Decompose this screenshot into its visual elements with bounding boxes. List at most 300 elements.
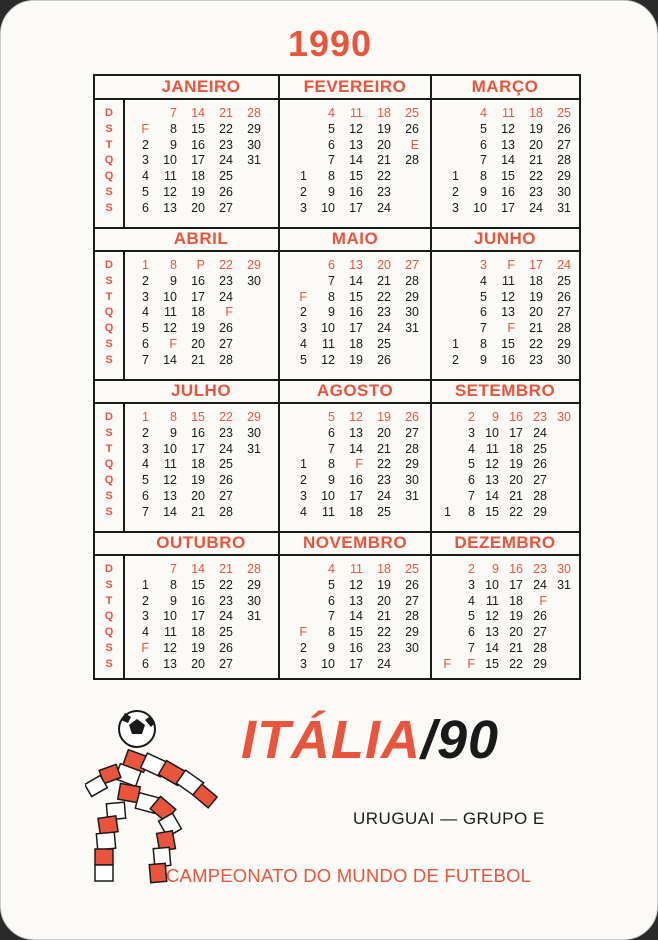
day-cell: 16 bbox=[349, 305, 363, 320]
day-cell: 16 bbox=[509, 410, 523, 424]
day-cell: 5 bbox=[300, 352, 307, 367]
day-cell: 16 bbox=[349, 473, 363, 488]
day-cell: 26 bbox=[557, 289, 571, 304]
day-cell: 12 bbox=[349, 410, 363, 424]
day-cell: 2 bbox=[452, 352, 459, 367]
day-cell: 13 bbox=[163, 656, 177, 671]
day-cell: 17 bbox=[349, 200, 363, 215]
day-cell: 13 bbox=[349, 425, 363, 440]
week-row bbox=[127, 106, 261, 122]
day-cell: 22 bbox=[377, 169, 391, 184]
day-cell: 20 bbox=[377, 425, 391, 440]
day-cell: 9 bbox=[480, 184, 487, 199]
day-cell: 25 bbox=[557, 106, 571, 120]
weekday-letter: D bbox=[105, 411, 113, 423]
day-cell: 15 bbox=[191, 577, 205, 592]
weekday-letter: S bbox=[105, 505, 113, 518]
day-cell: 22 bbox=[529, 169, 543, 184]
day-cell: 17 bbox=[191, 609, 205, 624]
week-row bbox=[127, 201, 261, 217]
month-days bbox=[437, 258, 571, 369]
day-cell: 19 bbox=[509, 609, 523, 624]
day-cell: 10 bbox=[321, 321, 335, 336]
day-cell: 19 bbox=[377, 577, 391, 592]
day-cell: 10 bbox=[163, 441, 177, 456]
day-cell: 18 bbox=[529, 106, 543, 120]
day-cell: F bbox=[507, 258, 515, 272]
day-cell: 2 bbox=[300, 305, 307, 320]
week-row bbox=[437, 625, 571, 641]
day-cell: 10 bbox=[163, 289, 177, 304]
week-row bbox=[437, 426, 571, 442]
week-row bbox=[285, 169, 419, 185]
week-row bbox=[127, 169, 261, 185]
day-cell: 20 bbox=[377, 137, 391, 152]
weekday-letter: Q bbox=[104, 306, 114, 319]
day-cell: 4 bbox=[328, 562, 335, 576]
day-cell: 12 bbox=[501, 289, 515, 304]
day-cell: 2 bbox=[468, 410, 475, 424]
day-cell bbox=[391, 337, 419, 353]
group-subtitle: URUGUAI — GRUPO E bbox=[353, 809, 545, 828]
day-cell: 22 bbox=[377, 625, 391, 640]
day-cell bbox=[233, 305, 261, 321]
day-cell: 28 bbox=[533, 488, 547, 503]
day-cell: 6 bbox=[468, 625, 475, 640]
weekday-letter: D bbox=[105, 107, 113, 119]
day-cell: 22 bbox=[529, 336, 543, 351]
day-cell: 24 bbox=[377, 488, 391, 503]
week-row bbox=[127, 410, 261, 426]
day-cell: 19 bbox=[191, 473, 205, 488]
day-cell: 23 bbox=[219, 137, 233, 152]
day-cell bbox=[285, 138, 307, 154]
day-cell: 21 bbox=[529, 153, 543, 168]
week-row bbox=[127, 138, 261, 154]
week-row bbox=[285, 258, 419, 274]
week-row bbox=[285, 578, 419, 594]
week-row bbox=[285, 138, 419, 154]
day-cell: 5 bbox=[328, 121, 335, 136]
header-underline bbox=[95, 402, 579, 404]
week-row bbox=[127, 321, 261, 337]
day-cell: 20 bbox=[191, 656, 205, 671]
day-cell: 30 bbox=[405, 640, 419, 655]
month-name-maio: MAIO bbox=[331, 229, 379, 248]
day-cell: 30 bbox=[557, 184, 571, 199]
day-cell: 26 bbox=[533, 609, 547, 624]
day-cell: 7 bbox=[468, 488, 475, 503]
day-cell: 20 bbox=[509, 625, 523, 640]
day-cell bbox=[547, 641, 571, 657]
day-cell: 24 bbox=[219, 153, 233, 168]
day-cell: 22 bbox=[509, 504, 523, 519]
day-cell: 15 bbox=[501, 336, 515, 351]
day-cell: 29 bbox=[405, 457, 419, 472]
week-row bbox=[127, 489, 261, 505]
weekday-letter: S bbox=[105, 274, 113, 287]
week-row bbox=[437, 274, 571, 290]
day-cell: 11 bbox=[164, 457, 177, 472]
day-cell: 5 bbox=[468, 609, 475, 624]
weekday-letter: S bbox=[105, 426, 113, 439]
day-cell: 25 bbox=[377, 336, 391, 351]
day-cell: 18 bbox=[191, 169, 205, 184]
week-row bbox=[437, 122, 571, 138]
month-days bbox=[127, 410, 261, 521]
day-cell: 14 bbox=[349, 609, 363, 624]
day-cell: 28 bbox=[557, 321, 571, 336]
day-cell: 30 bbox=[247, 425, 261, 440]
week-row bbox=[127, 122, 261, 138]
week-row bbox=[285, 657, 419, 673]
day-cell: 4 bbox=[468, 593, 475, 608]
weekday-letter: Q bbox=[104, 322, 114, 335]
weekday-letter: S bbox=[105, 122, 113, 135]
day-cell: 5 bbox=[468, 457, 475, 472]
day-cell: F bbox=[169, 336, 177, 351]
week-row bbox=[285, 274, 419, 290]
day-cell: 23 bbox=[529, 184, 543, 199]
day-cell bbox=[547, 442, 571, 458]
weekday-letter: S bbox=[105, 641, 113, 654]
day-cell: 19 bbox=[529, 121, 543, 136]
day-cell: 26 bbox=[219, 184, 233, 199]
day-cell: 20 bbox=[377, 593, 391, 608]
day-cell: 26 bbox=[219, 473, 233, 488]
day-cell: 5 bbox=[328, 410, 335, 424]
week-row bbox=[127, 258, 261, 274]
day-cell: 28 bbox=[405, 441, 419, 456]
month-name-agosto: AGOSTO bbox=[316, 381, 394, 400]
day-cell: 15 bbox=[485, 504, 499, 519]
week-row bbox=[285, 489, 419, 505]
day-cell: 31 bbox=[247, 609, 261, 624]
day-cell: 2 bbox=[300, 184, 307, 199]
day-cell: 7 bbox=[328, 153, 335, 168]
day-cell bbox=[233, 641, 261, 657]
day-cell: 26 bbox=[405, 577, 419, 592]
month-days bbox=[437, 106, 571, 217]
day-cell: 20 bbox=[509, 473, 523, 488]
day-cell: 17 bbox=[191, 289, 205, 304]
day-cell: 15 bbox=[349, 169, 363, 184]
day-cell: 20 bbox=[377, 258, 391, 272]
week-row bbox=[437, 442, 571, 458]
day-cell: 30 bbox=[247, 593, 261, 608]
day-cell bbox=[233, 169, 261, 185]
week-row bbox=[285, 505, 419, 521]
day-cell bbox=[391, 201, 419, 217]
week-row bbox=[437, 138, 571, 154]
day-cell: 9 bbox=[328, 473, 335, 488]
week-row bbox=[437, 201, 571, 217]
month-name-novembro: NOVEMBRO bbox=[302, 533, 408, 552]
day-cell: 29 bbox=[533, 656, 547, 671]
week-row bbox=[437, 657, 571, 673]
day-cell bbox=[437, 305, 459, 321]
day-cell bbox=[437, 153, 459, 169]
day-cell: 5 bbox=[142, 321, 149, 336]
day-cell: 3 bbox=[300, 488, 307, 503]
week-row bbox=[437, 258, 571, 274]
week-row bbox=[285, 185, 419, 201]
day-cell: 27 bbox=[219, 200, 233, 215]
day-cell: 16 bbox=[191, 137, 205, 152]
day-cell: 6 bbox=[480, 305, 487, 320]
day-cell: 11 bbox=[502, 273, 515, 288]
day-cell: 26 bbox=[533, 457, 547, 472]
weekday-letter: Q bbox=[104, 474, 114, 487]
day-cell: 1 bbox=[142, 577, 149, 592]
day-cell: 2 bbox=[142, 593, 149, 608]
day-cell bbox=[391, 185, 419, 201]
day-cell: F bbox=[467, 656, 475, 671]
day-cell: 23 bbox=[219, 593, 233, 608]
day-cell bbox=[233, 657, 261, 673]
day-cell: 17 bbox=[349, 488, 363, 503]
day-cell: 21 bbox=[191, 504, 205, 519]
day-cell: 4 bbox=[300, 336, 307, 351]
week-row bbox=[127, 337, 261, 353]
day-cell bbox=[285, 442, 307, 458]
day-cell: 27 bbox=[533, 473, 547, 488]
week-row bbox=[127, 594, 261, 610]
day-cell: F bbox=[539, 593, 547, 608]
day-cell: 23 bbox=[377, 473, 391, 488]
day-cell: 27 bbox=[405, 593, 419, 608]
day-cell: 16 bbox=[349, 640, 363, 655]
day-cell: F bbox=[141, 640, 149, 655]
day-cell: 7 bbox=[170, 106, 177, 120]
month-name-março: MARÇO bbox=[471, 77, 539, 96]
weekday-letter: Q bbox=[104, 626, 114, 639]
week-row bbox=[437, 321, 571, 337]
day-cell: 13 bbox=[349, 593, 363, 608]
day-cell: 18 bbox=[377, 106, 391, 120]
day-cell: 10 bbox=[485, 577, 499, 592]
day-cell: 29 bbox=[557, 169, 571, 184]
week-row bbox=[127, 290, 261, 306]
day-cell: 4 bbox=[142, 457, 149, 472]
day-cell: 5 bbox=[480, 289, 487, 304]
week-row bbox=[437, 290, 571, 306]
week-row bbox=[127, 442, 261, 458]
day-cell: 1 bbox=[452, 169, 459, 184]
week-row bbox=[437, 578, 571, 594]
week-row bbox=[127, 641, 261, 657]
day-cell: 7 bbox=[328, 273, 335, 288]
day-cell: F bbox=[299, 625, 307, 640]
week-row bbox=[285, 321, 419, 337]
day-cell: 12 bbox=[485, 609, 499, 624]
day-cell bbox=[233, 489, 261, 505]
day-cell: 29 bbox=[533, 504, 547, 519]
day-cell: 11 bbox=[486, 593, 499, 608]
week-row bbox=[285, 609, 419, 625]
day-cell bbox=[437, 321, 459, 337]
day-cell: 10 bbox=[321, 200, 335, 215]
month-days bbox=[285, 258, 419, 369]
letter-column-divider bbox=[123, 250, 125, 380]
day-cell: 24 bbox=[219, 441, 233, 456]
day-cell: 27 bbox=[405, 258, 419, 272]
header-underline bbox=[95, 98, 579, 100]
day-cell: 26 bbox=[219, 640, 233, 655]
day-cell: 16 bbox=[509, 562, 523, 576]
day-cell: 23 bbox=[377, 640, 391, 655]
day-cell: 20 bbox=[529, 305, 543, 320]
day-cell: 14 bbox=[163, 352, 177, 367]
week-row bbox=[437, 337, 571, 353]
weekday-letter: S bbox=[105, 578, 113, 591]
day-cell: 19 bbox=[529, 289, 543, 304]
day-cell: 14 bbox=[349, 441, 363, 456]
day-cell: 5 bbox=[142, 184, 149, 199]
day-cell: 9 bbox=[492, 410, 499, 424]
day-cell: 12 bbox=[163, 640, 177, 655]
week-row bbox=[437, 153, 571, 169]
day-cell: 7 bbox=[142, 352, 149, 367]
day-cell bbox=[285, 609, 307, 625]
day-cell: 13 bbox=[349, 258, 363, 272]
day-cell bbox=[547, 505, 571, 521]
week-row bbox=[127, 578, 261, 594]
day-cell: 6 bbox=[328, 258, 335, 272]
day-cell bbox=[547, 625, 571, 641]
day-cell: 25 bbox=[533, 441, 547, 456]
letter-column-divider bbox=[123, 554, 125, 678]
day-cell: 14 bbox=[349, 273, 363, 288]
week-row bbox=[127, 353, 261, 369]
day-cell: 31 bbox=[557, 200, 571, 215]
day-cell: 2 bbox=[142, 425, 149, 440]
day-cell: 14 bbox=[191, 562, 205, 576]
day-cell bbox=[285, 258, 307, 274]
day-cell: 28 bbox=[405, 609, 419, 624]
month-name-outubro: OUTUBRO bbox=[156, 533, 246, 552]
day-cell bbox=[391, 169, 419, 185]
italia-90-title bbox=[241, 709, 499, 771]
day-cell: 13 bbox=[163, 488, 177, 503]
week-row bbox=[437, 505, 571, 521]
day-cell: 9 bbox=[170, 137, 177, 152]
day-cell bbox=[285, 122, 307, 138]
week-row bbox=[437, 562, 571, 578]
day-cell: 19 bbox=[377, 121, 391, 136]
day-cell: 6 bbox=[142, 488, 149, 503]
day-cell: 3 bbox=[142, 153, 149, 168]
weekday-letter: D bbox=[105, 259, 113, 271]
day-cell: 21 bbox=[219, 562, 233, 576]
day-cell: 8 bbox=[480, 336, 487, 351]
day-cell: 28 bbox=[405, 273, 419, 288]
day-cell: 29 bbox=[247, 258, 261, 272]
month-name-dezembro: DEZEMBRO bbox=[454, 533, 556, 552]
week-row bbox=[127, 274, 261, 290]
day-cell bbox=[285, 106, 307, 122]
day-cell bbox=[437, 410, 451, 426]
day-cell bbox=[547, 609, 571, 625]
day-cell: 9 bbox=[170, 273, 177, 288]
week-row bbox=[437, 353, 571, 369]
day-cell: 8 bbox=[170, 577, 177, 592]
week-row bbox=[127, 505, 261, 521]
day-cell: 3 bbox=[300, 200, 307, 215]
day-cell: 27 bbox=[557, 305, 571, 320]
day-cell bbox=[547, 457, 571, 473]
day-cell: 2 bbox=[300, 473, 307, 488]
weekday-letter: Q bbox=[104, 458, 114, 471]
day-cell: 27 bbox=[219, 336, 233, 351]
week-row bbox=[127, 305, 261, 321]
day-cell: 27 bbox=[219, 488, 233, 503]
day-cell: 9 bbox=[480, 352, 487, 367]
day-cell bbox=[437, 562, 451, 578]
day-cell: 14 bbox=[349, 153, 363, 168]
weekday-letters bbox=[95, 562, 123, 673]
month-days bbox=[127, 106, 261, 217]
week-row bbox=[285, 201, 419, 217]
title-90: /90 bbox=[420, 710, 500, 770]
day-cell: 30 bbox=[557, 562, 571, 576]
day-cell: 23 bbox=[533, 410, 547, 424]
week-row bbox=[285, 410, 419, 426]
day-cell: 23 bbox=[219, 273, 233, 288]
day-cell: 10 bbox=[163, 153, 177, 168]
day-cell: 15 bbox=[191, 121, 205, 136]
day-cell: 2 bbox=[142, 273, 149, 288]
day-cell: 2 bbox=[300, 640, 307, 655]
day-cell: 4 bbox=[142, 625, 149, 640]
day-cell: 21 bbox=[191, 352, 205, 367]
day-cell bbox=[233, 353, 261, 369]
day-cell: 29 bbox=[405, 289, 419, 304]
day-cell: 25 bbox=[405, 562, 419, 576]
day-cell: 31 bbox=[405, 488, 419, 503]
week-row bbox=[285, 625, 419, 641]
week-row bbox=[437, 305, 571, 321]
day-cell bbox=[437, 641, 451, 657]
week-row bbox=[285, 290, 419, 306]
month-days bbox=[285, 410, 419, 521]
day-cell: 8 bbox=[328, 625, 335, 640]
week-row bbox=[127, 426, 261, 442]
championship-footer: CAMPEONATO DO MUNDO DE FUTEBOL bbox=[166, 865, 532, 886]
week-row bbox=[127, 609, 261, 625]
day-cell: 8 bbox=[328, 289, 335, 304]
day-cell: 20 bbox=[191, 200, 205, 215]
day-cell bbox=[391, 353, 419, 369]
day-cell bbox=[233, 201, 261, 217]
day-cell: 3 bbox=[300, 321, 307, 336]
day-cell: 29 bbox=[557, 336, 571, 351]
day-cell: 24 bbox=[219, 289, 233, 304]
day-cell: 15 bbox=[349, 289, 363, 304]
day-cell: 11 bbox=[164, 305, 177, 320]
day-cell: 26 bbox=[377, 352, 391, 367]
day-cell: 6 bbox=[142, 336, 149, 351]
day-cell: 9 bbox=[492, 562, 499, 576]
day-cell: 16 bbox=[501, 184, 515, 199]
day-cell: 3 bbox=[452, 200, 459, 215]
day-cell bbox=[233, 625, 261, 641]
week-row bbox=[285, 442, 419, 458]
day-cell: 17 bbox=[501, 200, 515, 215]
day-cell: 11 bbox=[502, 106, 515, 120]
day-cell: 14 bbox=[501, 153, 515, 168]
day-cell: 23 bbox=[529, 352, 543, 367]
